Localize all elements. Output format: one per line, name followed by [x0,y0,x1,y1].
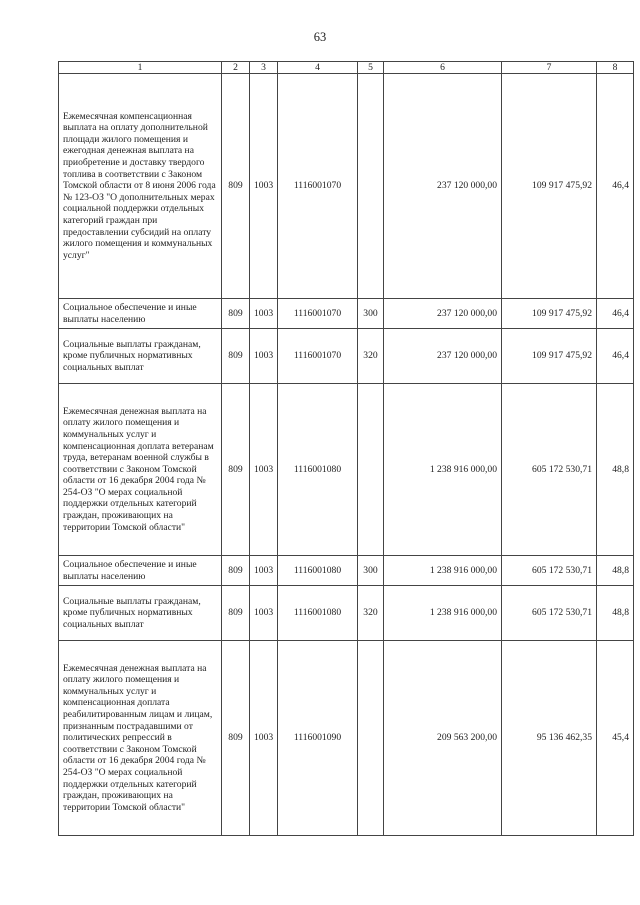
table-row [59,74,634,299]
row-description: Ежемесячная компенсационная выплата на оплату дополнительной площади жилого помещения и ежегодная денежная выплата на приобретение и доставку твердого топлива в соответствии с Законом Томской области от 8 июня 2006 года № 123-ОЗ "О дополнительных мерах социальной поддержки отдельных категорий граждан при предоставлении субсидий на оплату жилого помещения и коммунальных услуг" [59,74,222,299]
column-header: 8 [597,62,634,74]
table-row [59,299,634,329]
cell-col-8: 45,4 [597,641,634,836]
row-description: Ежемесячная денежная выплата на оплату жилого помещения и коммунальных услуг и компенсационная доплата реабилитированным лицам и лицам, признанным пострадавшими от политических репрессий в соответствии с Законом Томской области от 16 декабря 2004 года № 254-ОЗ "О мерах социальной поддержки отдельных категорий граждан, проживающих на территории Томской области" [59,641,222,836]
header-row [59,62,634,74]
cell-col-3: 1003 [250,329,278,384]
cell-col-4: 1116001080 [278,384,358,556]
cell-col-4: 1116001070 [278,74,358,299]
cell-col-7: 109 917 475,92 [502,329,597,384]
cell-col-7: 605 172 530,71 [502,556,597,586]
column-header: 3 [250,62,278,74]
cell-col-6: 209 563 200,00 [384,641,502,836]
cell-col-8: 46,4 [597,299,634,329]
row-description: Ежемесячная денежная выплата на оплату жилого помещения и коммунальных услуг и компенсационная доплата ветеранам труда, ветеранам военной службы в соответствии с Законом Томской области от 16 декабря 2004 года № 254-ОЗ "О мерах социальной поддержки отдельных категорий граждан, проживающих на территории Томской области" [59,384,222,556]
cell-col-7: 605 172 530,71 [502,586,597,641]
cell-col-4: 1116001090 [278,641,358,836]
cell-col-6: 237 120 000,00 [384,329,502,384]
cell-col-7: 95 136 462,35 [502,641,597,836]
column-header: 7 [502,62,597,74]
cell-col-4: 1116001070 [278,299,358,329]
column-header: 5 [358,62,384,74]
cell-col-8: 46,4 [597,74,634,299]
row-description: Социальное обеспечение и иные выплаты населению [59,299,222,329]
cell-col-5 [358,384,384,556]
table-row [59,586,634,641]
table-row [59,329,634,384]
cell-col-7: 109 917 475,92 [502,299,597,329]
cell-col-3: 1003 [250,299,278,329]
cell-col-5 [358,74,384,299]
cell-col-2: 809 [222,299,250,329]
cell-col-6: 1 238 916 000,00 [384,384,502,556]
cell-col-3: 1003 [250,556,278,586]
cell-col-4: 1116001080 [278,586,358,641]
table-row [59,384,634,556]
cell-col-4: 1116001080 [278,556,358,586]
page-number: 63 [313,30,327,44]
cell-col-5: 320 [358,586,384,641]
table-row [59,556,634,586]
row-description: Социальные выплаты гражданам, кроме публичных нормативных социальных выплат [59,586,222,641]
cell-col-3: 1003 [250,384,278,556]
cell-col-2: 809 [222,586,250,641]
column-header: 4 [278,62,358,74]
cell-col-8: 48,8 [597,384,634,556]
budget-table [58,61,634,836]
cell-col-7: 109 917 475,92 [502,74,597,299]
row-description: Социальное обеспечение и иные выплаты населению [59,556,222,586]
cell-col-3: 1003 [250,586,278,641]
cell-col-5: 300 [358,299,384,329]
cell-col-8: 48,8 [597,556,634,586]
cell-col-5 [358,641,384,836]
column-header: 1 [59,62,222,74]
cell-col-4: 1116001070 [278,329,358,384]
column-header: 6 [384,62,502,74]
cell-col-8: 48,8 [597,586,634,641]
cell-col-6: 1 238 916 000,00 [384,556,502,586]
cell-col-2: 809 [222,329,250,384]
cell-col-6: 237 120 000,00 [384,74,502,299]
cell-col-2: 809 [222,641,250,836]
cell-col-6: 237 120 000,00 [384,299,502,329]
cell-col-3: 1003 [250,641,278,836]
cell-col-2: 809 [222,556,250,586]
cell-col-5: 300 [358,556,384,586]
cell-col-2: 809 [222,74,250,299]
cell-col-2: 809 [222,384,250,556]
column-header: 2 [222,62,250,74]
row-description: Социальные выплаты гражданам, кроме публичных нормативных социальных выплат [59,329,222,384]
cell-col-7: 605 172 530,71 [502,384,597,556]
cell-col-3: 1003 [250,74,278,299]
table-row [59,641,634,836]
cell-col-8: 46,4 [597,329,634,384]
cell-col-6: 1 238 916 000,00 [384,586,502,641]
cell-col-5: 320 [358,329,384,384]
